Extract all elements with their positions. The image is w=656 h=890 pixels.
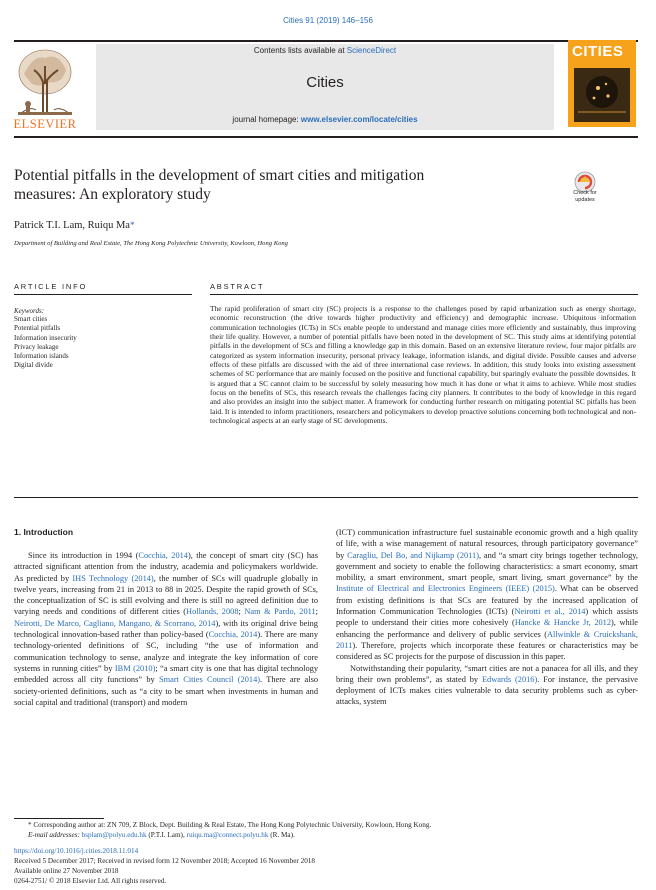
paper-title-line-1: Potential pitfalls in the development of smart cities and mitigation: [14, 167, 425, 184]
corresponding-author-note: [28, 820, 652, 830]
copyright: 0264-2751/ © 2018 Elsevier Ltd. All rights reserved.: [14, 877, 167, 885]
body-column-right: [336, 527, 638, 708]
body-text: ), while enhancing the performance and delivery of public services (: [336, 618, 638, 639]
author-list: [14, 220, 134, 231]
citation-link[interactable]: Cocchia, 2014: [208, 630, 258, 640]
journal-homepage-link[interactable]: www.elsevier.com/locate/cities: [300, 115, 418, 124]
badge-line-2: updates: [575, 196, 595, 203]
keyword-item: Privacy leakage: [14, 342, 59, 351]
body-text: ; “a smart city is one that has digital technology embedded across all city functions” by: [14, 663, 318, 685]
section-heading-introduction: 1. Introduction: [14, 527, 74, 537]
keywords-list: [14, 315, 77, 371]
doi-link[interactable]: https://doi.org/10.1016/j.cities.2018.11.014: [14, 847, 139, 855]
affiliation: Department of Building and Real Estate, The Hong Kong Polytechnic University, Kowloon, Hong Kong: [14, 240, 288, 247]
keyword-item: Digital divide: [14, 361, 53, 370]
citation-link[interactable]: Hollands, 2008: [186, 607, 239, 617]
body-paragraph: [14, 550, 318, 708]
citation-link[interactable]: Smart Cities Council (2014): [159, 675, 261, 685]
body-column-left: [14, 550, 318, 708]
abstract-text: The rapid proliferation of smart city (SC) projects is a response to the challenges posed by rapid urbanization such as energy shortage, economic reconstruction (the drive towards higher productivity and efficiency) and demographic increase. Ubiquitous information communication technologies (ICTs) in SCs enable people to understand and manage cities more efficiently and sustainably, thus improving their life quality. However, a number of potential pitfalls have been noted in the development of SC. This study aims at identifying potential pitfalls in the development of SCs and filling a knowledge gap in this domain. Based on an extensive literature review, four major pitfalls are categorized as system information insecurity, personal privacy leakage, information islands, and digital divide. Possible causes and adverse effects of these pitfalls are discussed with the aid of three international case reviews. In addition, this study looks into existing assessment schemes of SC performance that are mainly focused on the positive and functional capability, but sparingly evaluate the possible downsides. It is argued that a SC cannot claim to be successful by solely measuring how much it has done or what it aims to achieve. While most studies focus on the benefits of SCs, this research reveals the challenges facing city planners. It contributes to the body of knowledge in this regard and also provides an insight into the subject matter. A framework for conducting further research on mitigating potential SC pitfalls has been laid. It is intended to inform practitioners, researchers and policymakers to develop proactive solutions concerning both technological and non-technological aspects at an early stage of SC developments.: [210, 304, 636, 426]
footnote-rule: [14, 818, 104, 819]
homepage-prefix: journal homepage:: [232, 115, 301, 124]
check-for-updates-label[interactable]: [560, 190, 610, 203]
header-top-rule: [14, 40, 638, 42]
citation-link[interactable]: Allwinkle & Cruickshank, 2011: [336, 629, 639, 650]
body-text: , the number of SCs will quadruple globally in twelve years, increasing from 21 in 2013 to 88 in 2025. Despite the rapid growth of SCs, the conceptualization of SC is still evolving and there is still no agreed definition due to varying needs and conditions of different cities (: [14, 573, 318, 617]
citation-link[interactable]: Neirotti et al., 2014: [514, 607, 586, 617]
email-owner: (P.T.I. Lam),: [146, 831, 187, 839]
journal-title: Cities: [306, 74, 344, 91]
article-info-rule: [14, 294, 192, 295]
keyword-item: Smart cities: [14, 315, 48, 323]
email-owner: (R. Ma).: [268, 831, 295, 839]
citation-link[interactable]: Edwards (2016): [481, 674, 538, 684]
body-text: ). There are many technology-oriented definitions of SC, including “the use of information and communication technology to sense, analyze and integrate the key information of core systems in running cities” by: [14, 630, 318, 673]
contents-prefix: Contents lists available at: [253, 46, 347, 55]
body-text: ;: [315, 607, 318, 617]
badge-line-1: Check for: [573, 190, 597, 196]
citation-link[interactable]: Hancke & Hancke Jr, 2012: [514, 618, 612, 628]
keyword-item: Information islands: [14, 352, 69, 361]
keyword-item: Information insecurity: [14, 333, 77, 342]
body-text: , and “a smart city brings together technology, government and society to enable the following characteristics: a smart economy, smart mobility, a smart environment, smart people, smart living, smart governance” by the: [336, 550, 638, 583]
citation-link[interactable]: Institute of Electrical and Electronics Engineers (IEEE) (2015): [336, 584, 555, 594]
body-text: . For instance, the pervasive deployment of ICTs makes cities vulnerable to data security problems such as cyber-attacks, system: [336, 674, 638, 707]
available-online: Available online 27 November 2018: [14, 867, 119, 875]
footnote: [14, 820, 652, 840]
footnote-text: Corresponding author at: ZN 709, Z Block, Dept. Building & Real Estate, The Hong Kong Polytechnic University, Kowloon, Hong Kong.: [31, 821, 432, 829]
corresponding-author-mark[interactable]: *: [129, 220, 135, 230]
citation-link[interactable]: IBM (2010): [114, 663, 156, 673]
contents-line: [96, 46, 554, 55]
body-paragraph: [336, 527, 638, 663]
publication-info: [14, 846, 315, 886]
abstract-bottom-rule: [14, 497, 638, 498]
paper-title: [14, 166, 544, 204]
article-info-heading: ARTICLE INFO: [14, 282, 88, 291]
citation-link[interactable]: IHS Technology (2014): [72, 573, 154, 583]
email-line: [28, 830, 652, 840]
email-link[interactable]: bsplam@polyu.edu.hk: [81, 831, 147, 839]
received-dates: Received 5 December 2017; Received in revised form 12 November 2018; Accepted 16 November 2018: [14, 857, 315, 865]
body-text: Since its introduction in 1994 (: [28, 551, 139, 560]
body-paragraph: [336, 663, 638, 708]
citation-link[interactable]: Cocchia, 2014: [138, 551, 188, 560]
email-link[interactable]: ruiqu.ma@connect.polyu.hk: [186, 831, 269, 839]
body-text: ) which assists people to understand their cities more cohesively (: [336, 607, 638, 628]
email-label: E-mail addresses:: [28, 831, 82, 839]
footnote-mark: *: [28, 821, 32, 829]
body-text: . What can be observed from existing definitions is that SCs are featured by the increased application of Information Communication Technologies (ICTs) (: [336, 584, 639, 617]
body-text: . There are also society-oriented definitions, such as “a city to be smart when investments in human and social capital and traditional (transport) and modern: [14, 675, 318, 707]
citation-link[interactable]: Nam & Pardo, 2011: [244, 607, 316, 617]
authors-text: Patrick T.I. Lam, Ruiqu Ma: [14, 220, 130, 231]
sciencedirect-link[interactable]: ScienceDirect: [346, 46, 397, 55]
publisher-name: ELSEVIER: [13, 117, 77, 131]
keywords-label: Keywords:: [14, 307, 45, 315]
body-text: ). Therefore, projects which incorporate these features or characteristics may be considered as SC projects for the purpose of discussion in this paper.: [336, 640, 638, 662]
body-text: Notwithstanding their popularity, “smart cities are not a panacea for all ills, and they bring their own problems”, as stated by: [336, 663, 638, 684]
paper-title-line-2: measures: An exploratory study: [14, 186, 211, 203]
abstract-heading: ABSTRACT: [210, 282, 265, 291]
citation-link[interactable]: Caragliu, Del Bo, and Nijkamp (2011): [347, 550, 479, 560]
body-text: ), the concept of smart city (SC) has attracted significant attention from the industry, academia and policymakers worldwide. As predicted by: [14, 551, 318, 583]
body-text: (ICT) communication infrastructure fuel sustainable economic growth and a high quality of life, with a wise management of natural resources, through participatory governance” by: [336, 528, 638, 560]
cover-city-image-icon: [568, 62, 636, 127]
cover-title: CITIES: [572, 43, 624, 60]
body-text: ), with its original drive being technological innovation-based rather than policy-based (: [14, 618, 318, 640]
citation-link[interactable]: Neirotti, De Marco, Cagliano, Mangano, & Scorrano, 2014: [14, 618, 216, 628]
abstract-rule: [210, 294, 638, 295]
journal-cover[interactable]: [568, 40, 636, 127]
keyword-item: Potential pitfalls: [14, 324, 61, 333]
journal-reference[interactable]: Cities 91 (2019) 146–156: [283, 16, 373, 25]
body-text: ;: [238, 607, 245, 617]
header-bottom-rule: [14, 136, 638, 138]
journal-homepage-line: [96, 115, 554, 124]
